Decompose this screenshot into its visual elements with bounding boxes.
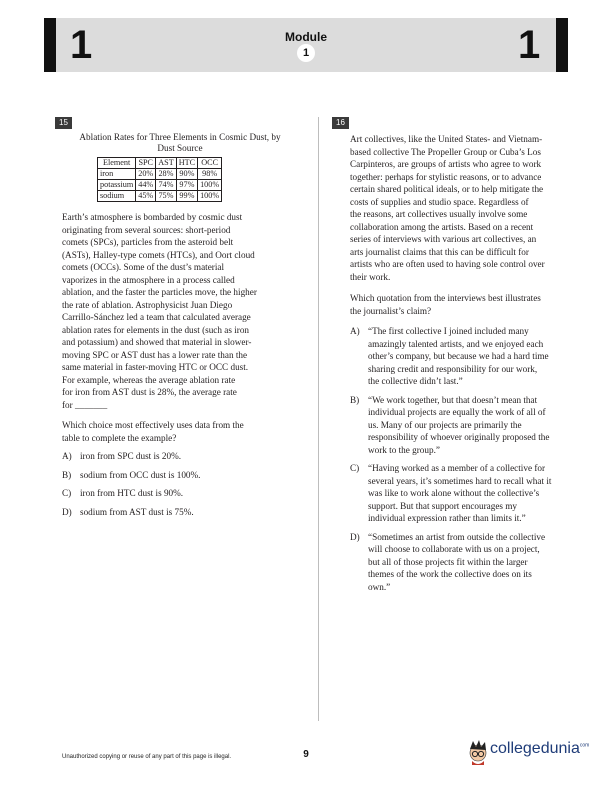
choice-line: sharing credit and responsibility for our work, [368, 363, 538, 374]
choice-letter: C) [350, 463, 360, 473]
column-divider [318, 117, 319, 721]
table-row [98, 180, 222, 191]
choice-line: responsibility of whoever originally proposed the [368, 432, 550, 442]
table-header-cell: HTC [176, 158, 197, 169]
answer-choice-d[interactable] [62, 506, 298, 519]
choice-text: iron from SPC dust is 20%. [80, 451, 182, 461]
choice-line: “We work together, but that doesn’t mean that [368, 394, 538, 405]
choice-text: sodium from OCC dust is 100%. [80, 469, 201, 480]
passage-line: Carrillo-Sánchez led a team that calculated average [62, 312, 251, 322]
passage-line: certain shared political ideals, or to help mitigate the [350, 184, 544, 194]
table-cell: 100% [198, 180, 222, 191]
logo-text: collegedunia [490, 740, 580, 757]
passage-line: based collective The Propeller Group or Cuba’s Los [350, 146, 541, 157]
table-row [98, 169, 222, 180]
module-number-right: 1 [518, 23, 541, 67]
answer-choice-a[interactable] [62, 450, 298, 463]
table-cell: 90% [176, 169, 197, 180]
passage-line: same material in faster-moving HTC or OCC dust. [62, 362, 249, 372]
question-15 [62, 132, 298, 524]
table-cell: 45% [136, 191, 156, 202]
table-cell: sodium [98, 191, 136, 202]
choice-text: iron from HTC dust is 90%. [80, 488, 184, 498]
choice-line: several years, it’s sometimes hard to recall what it [368, 475, 552, 486]
module-number-left: 1 [70, 23, 93, 67]
table-cell: 100% [198, 191, 222, 202]
logo-suffix: com [579, 742, 590, 749]
question-prompt [350, 292, 578, 317]
passage-line: for _______ [62, 399, 108, 410]
passage-line: artists who are often used to having sole control over [350, 259, 545, 269]
choice-letter: D) [350, 531, 360, 542]
choice-line: the collective didn’t last.” [368, 376, 463, 386]
module-label: Module [285, 30, 327, 44]
choice-line: will choose to collaborate with us on a project, [368, 544, 540, 554]
choice-line: support. But that support encourages my [368, 500, 518, 511]
passage-line: and potassium) and showed that material in slower- [62, 337, 252, 347]
choice-line: “Sometimes an artist from outside the collective [368, 531, 546, 542]
passage-line: Art collectives, like the United States- and Vietnam- [350, 134, 543, 144]
table-cell: 44% [136, 180, 156, 191]
copyright-notice: Unauthorized copying or reuse of any part of this page is illegal. [62, 754, 232, 760]
passage-line: the rate of ablation. Astrophysicist Juan Diego [62, 299, 233, 310]
prompt-line: table to complete the example? [62, 432, 177, 443]
passage-line: arts journalist claims that this can be difficult for [350, 246, 529, 257]
passage-line: For example, whereas the average ablation rate [62, 374, 236, 385]
choice-line: themes of the work the collective does on its [368, 569, 532, 579]
table-cell: 98% [198, 169, 222, 180]
choice-letter: D) [62, 506, 72, 517]
choice-letter: C) [62, 488, 72, 498]
passage-line: costs of supplies and studio space. Regardless of [350, 196, 529, 207]
choice-line: but all of those projects fit within the larger [368, 556, 528, 567]
question-number-15: 15 [55, 117, 72, 129]
header-bar-right [556, 18, 568, 72]
choice-line: individual projects are equally the work of all of [368, 407, 546, 417]
passage-line: comets (OCCs). Some of the dust’s material [62, 262, 225, 272]
passage [62, 211, 298, 411]
table-row [98, 191, 222, 202]
choice-text: sodium from AST dust is 75%. [80, 506, 194, 517]
passage-line: ablation, and the faster the particles move, the higher [62, 287, 257, 297]
passage-line: their work. [350, 271, 391, 282]
answer-choice-b[interactable] [350, 394, 578, 457]
answer-choice-a[interactable] [350, 325, 578, 388]
table-header-cell: SPC [136, 158, 156, 169]
table-cell: 28% [156, 169, 176, 180]
passage-line: vaporizes in the atmosphere in a process called [62, 274, 235, 285]
passage-line: Carpinteros, are groups of artists who agree to work [350, 159, 542, 169]
table-cell: 75% [156, 191, 176, 202]
table-cell: iron [98, 169, 136, 180]
table-title-line: Dust Source [157, 143, 203, 153]
choice-line: “The first collective I joined included many [368, 326, 529, 336]
question-number-16: 16 [332, 117, 349, 129]
passage-line: (ASTs), Halley-type comets (HTCs), and Oort cloud [62, 249, 255, 260]
choice-letter: A) [350, 326, 360, 336]
header-bar-left [44, 18, 56, 72]
table-cell: 20% [136, 169, 156, 180]
answer-choice-c[interactable] [62, 487, 298, 500]
answer-choices [350, 325, 578, 593]
table-cell: 99% [176, 191, 197, 202]
choice-line: other’s company, but because we had a hard time [368, 351, 549, 361]
passage-line: ablation rates for elements in the dust (such as iron [62, 324, 250, 335]
choice-letter: B) [350, 394, 360, 405]
passage-line: the reasons, art collectives usually involve some [350, 209, 528, 219]
table-header-cell: AST [156, 158, 176, 169]
answer-choices [62, 450, 298, 518]
choice-line: “Having worked as a member of a collective for [368, 463, 546, 473]
choice-line: work to the group.” [368, 444, 440, 455]
table-header-row [98, 158, 222, 169]
passage-line: series of interviews with various art collectives, an [350, 234, 537, 244]
choice-letter: B) [62, 469, 72, 480]
ablation-table [97, 157, 222, 202]
choice-letter: A) [62, 451, 72, 461]
answer-choice-d[interactable] [350, 531, 578, 594]
table-cell: 74% [156, 180, 176, 191]
passage-line: originating from several sources: short-period [62, 224, 231, 235]
table-cell: 97% [176, 180, 197, 191]
passage-line: together: perhaps for stylistic reasons, or to advance [350, 171, 542, 182]
question-16 [350, 133, 578, 599]
table-header-cell: OCC [198, 158, 222, 169]
table-cell: potassium [98, 180, 136, 191]
table-header-cell: Element [98, 158, 136, 169]
passage-line: for iron from AST dust is 28%, the average rate [62, 387, 237, 397]
table-title-line: Ablation Rates for Three Elements in Cosmic Dust, by [79, 132, 281, 142]
choice-line: was like to work alone without the collective’s [368, 488, 540, 498]
page-number: 9 [303, 749, 309, 760]
choice-line: individual expression rather than limits it.” [368, 513, 526, 523]
choice-line: us. Many of our projects are primarily the [368, 419, 522, 430]
answer-choice-b[interactable] [62, 469, 298, 482]
module-number-badge: 1 [297, 44, 315, 62]
passage [350, 133, 578, 283]
passage-line: moving SPC or AST dust has a lower rate than the [62, 349, 248, 360]
prompt-line: Which quotation from the interviews best illustrates [350, 293, 541, 303]
passage-line: Earth’s atmosphere is bombarded by cosmic dust [62, 212, 243, 222]
choice-line: amazingly talented artists, and we enjoyed each [368, 338, 544, 349]
logo-wordmark [490, 740, 589, 758]
passage-line: collaboration among the artists. Based on a recent [350, 221, 534, 232]
question-prompt [62, 419, 298, 444]
prompt-line: the journalist’s claim? [350, 305, 432, 316]
answer-choice-c[interactable] [350, 462, 578, 525]
choice-line: own.” [368, 581, 391, 592]
table-title [62, 132, 298, 154]
prompt-line: Which choice most effectively uses data from the [62, 420, 244, 430]
passage-line: comets (SPCs), particles from the asteroid belt [62, 237, 234, 247]
